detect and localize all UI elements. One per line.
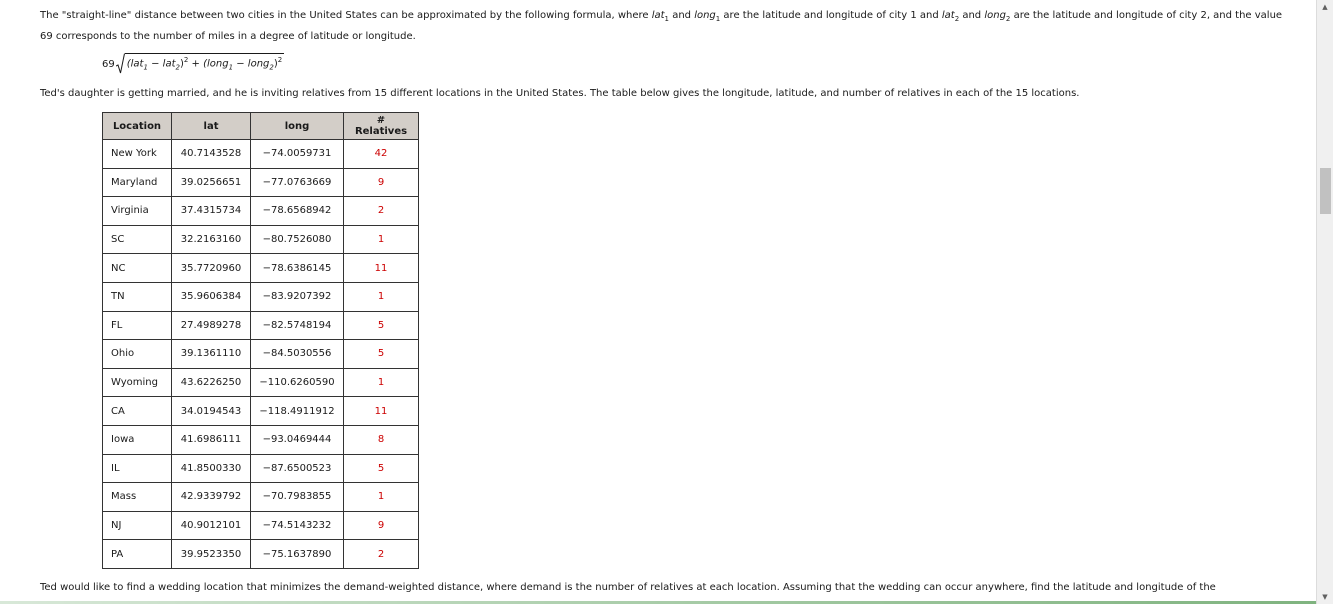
cell-location: New York [103,140,172,169]
formula-sub-3: 1 [228,63,234,72]
cell-lat: 39.0256651 [172,168,251,197]
table-row [103,140,419,169]
cell-lat: 39.1361110 [172,340,251,369]
cell-long: −77.0763669 [251,168,344,197]
cell-lat: 42.9339792 [172,483,251,512]
intro-text-2: are the latitude and longitude of city 1 and [720,10,942,21]
cell-location: NJ [103,511,172,540]
table-row [103,168,419,197]
table-body [103,140,419,569]
cell-location: FL [103,311,172,340]
lat2-subscript: 2 [954,15,960,23]
scrollbar-thumb[interactable] [1320,168,1331,214]
scroll-down-arrow-icon[interactable]: ▼ [1322,593,1328,601]
cell-location: PA [103,540,172,569]
cell-lat: 34.0194543 [172,397,251,426]
intro-and-2: and [959,10,985,21]
table-row [103,511,419,540]
long2-term: long [984,10,1006,21]
cell-long: −93.0469444 [251,425,344,454]
intro-and-1: and [669,10,695,21]
cell-long: −78.6386145 [251,254,344,283]
intro-paragraph [40,7,1296,46]
table-row [103,397,419,426]
cell-lat: 27.4989278 [172,311,251,340]
cell-location: SC [103,225,172,254]
vertical-scrollbar[interactable] [1316,0,1333,604]
cell-location: IL [103,454,172,483]
cell-lat: 37.4315734 [172,197,251,226]
cell-location: Maryland [103,168,172,197]
cell-location: Virginia [103,197,172,226]
formula-square-2: 2 [277,56,283,64]
formula-paren-2: ) [273,58,278,70]
cell-lat: 35.9606384 [172,282,251,311]
cell-location: Wyoming [103,368,172,397]
cell-relatives: 1 [344,282,419,311]
cell-relatives: 11 [344,254,419,283]
header-location: Location [103,113,172,140]
cell-relatives: 9 [344,168,419,197]
table-row [103,282,419,311]
formula-coefficient: 69 [102,58,115,70]
cell-relatives: 42 [344,140,419,169]
intro-text-3: are the latitude and longitude of city 2, and the value 69 corresponds to the number of miles in a degree of latitude or longitude. [40,10,1283,42]
scroll-up-arrow-icon[interactable]: ▲ [1322,3,1328,11]
header-relatives: # Relatives [344,113,419,140]
table-row [103,225,419,254]
header-long: long [251,113,344,140]
intro-text-1: The "straight-line" distance between two cities in the United States can be approximated by the following formula, where [40,10,652,21]
cell-location: Mass [103,483,172,512]
cell-relatives: 5 [344,454,419,483]
long1-subscript: 1 [715,15,721,23]
cell-long: −82.5748194 [251,311,344,340]
formula-sub-1: 1 [143,63,148,72]
question-paragraph: Ted would like to find a wedding location that minimizes the demand-weighted distance, where demand is the number of relatives at each location. Assuming that the wedding can occur anywhere, find the latitude and longitude of the [40,582,1216,593]
table-row [103,340,419,369]
cell-lat: 39.9523350 [172,540,251,569]
cell-relatives: 2 [344,197,419,226]
cell-lat: 41.8500330 [172,454,251,483]
table-row [103,540,419,569]
formula-sub-4: 2 [269,63,274,72]
distance-formula [102,52,284,76]
header-lat: lat [172,113,251,140]
table-row [103,254,419,283]
cell-lat: 35.7720960 [172,254,251,283]
formula-paren-1: ) [179,58,184,70]
cell-long: −74.0059731 [251,140,344,169]
cell-long: −118.4911912 [251,397,344,426]
cell-long: −74.5143232 [251,511,344,540]
cell-relatives: 9 [344,511,419,540]
cell-long: −83.9207392 [251,282,344,311]
formula-lat1: (lat [126,58,144,70]
table-row [103,483,419,512]
lat2-term: lat [941,10,955,21]
formula-lat2: − lat [147,58,176,70]
cell-relatives: 5 [344,311,419,340]
cell-location: CA [103,397,172,426]
cell-relatives: 8 [344,425,419,454]
table-row [103,311,419,340]
cell-lat: 43.6226250 [172,368,251,397]
lat1-subscript: 1 [664,15,670,23]
cell-long: −78.6568942 [251,197,344,226]
formula-sub-2: 2 [175,63,180,72]
cell-long: −110.6260590 [251,368,344,397]
table-row [103,454,419,483]
square-root [116,53,285,75]
cell-long: −75.1637890 [251,540,344,569]
cell-lat: 41.6986111 [172,425,251,454]
cell-long: −70.7983855 [251,483,344,512]
cell-lat: 40.7143528 [172,140,251,169]
cell-relatives: 2 [344,540,419,569]
table-row [103,425,419,454]
table-row [103,197,419,226]
formula-radicand [125,53,285,75]
cell-location: Ohio [103,340,172,369]
relatives-table [102,112,419,569]
long1-term: long [694,10,716,21]
cell-relatives: 1 [344,368,419,397]
table-header-row [103,113,419,140]
cell-location: TN [103,282,172,311]
formula-long1: + (long [188,58,229,70]
cell-relatives: 11 [344,397,419,426]
cell-long: −87.6500523 [251,454,344,483]
formula-square-1: 2 [183,56,189,64]
cell-relatives: 1 [344,225,419,254]
cell-relatives: 1 [344,483,419,512]
cell-long: −84.5030556 [251,340,344,369]
cell-location: NC [103,254,172,283]
radical-sign-icon [116,53,125,75]
table-row [103,368,419,397]
cell-long: −80.7526080 [251,225,344,254]
cell-location: Iowa [103,425,172,454]
formula-long2: − long [233,58,270,70]
cell-lat: 32.2163160 [172,225,251,254]
lat1-term: lat [651,10,665,21]
long2-subscript: 2 [1005,15,1011,23]
cell-relatives: 5 [344,340,419,369]
cell-lat: 40.9012101 [172,511,251,540]
description-paragraph: Ted's daughter is getting married, and he is inviting relatives from 15 different locations in the United States. The table below gives the longitude, latitude, and number of relatives in each of the 15 locations. [40,88,1080,99]
